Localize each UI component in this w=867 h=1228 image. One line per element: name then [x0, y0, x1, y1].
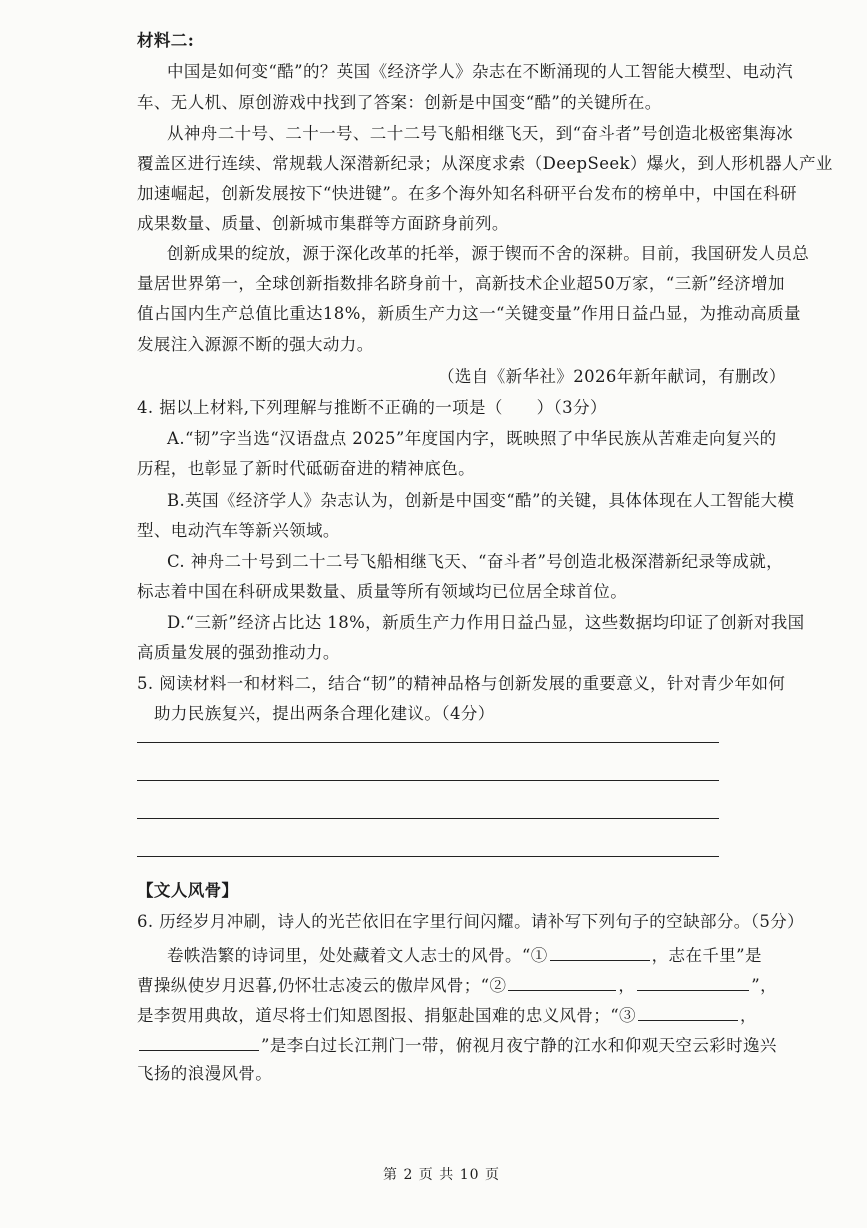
q5-answer-line-4[interactable] — [137, 856, 719, 857]
section-heading: 【文人风骨】 — [137, 881, 239, 900]
material2-p3-line4: 发展注入源源不断的强大动力。 — [137, 335, 374, 354]
q4-option-a-line1: A.“韧”字当选“汉语盘点 2025”年度国内字，既映照了中华民族从苦难走向复兴的 — [167, 429, 777, 448]
q6-line4-text-a: ”是李白过长江荆门一带，俯视月夜宁静的江水和仰观天空云彩时逸兴 — [261, 1036, 777, 1055]
q6-line2-text-b: ， — [618, 976, 636, 995]
q4-option-a-line2: 历程，也彰显了新时代砥砺奋进的精神底色。 — [137, 459, 475, 478]
q6-blank-3b[interactable] — [139, 1032, 259, 1051]
material2-p3-line2: 量居世界第一，全球创新指数排名跻身前十，高新技术企业超50万家，“三新”经济增加 — [137, 274, 785, 293]
q6-line1-text-b: ，志在千里”是 — [651, 946, 762, 965]
q6-line1 — [167, 942, 762, 967]
q6-blank-1[interactable] — [550, 942, 650, 961]
material2-source: （选自《新华社》2026年新年献词，有删改） — [438, 367, 786, 386]
q6-line2-text-a: 曹操纵使岁月迟暮,仍怀壮志凌云的傲岸风骨；“② — [137, 976, 507, 995]
q6-line5: 飞扬的浪漫风骨。 — [137, 1064, 273, 1083]
q6-line2 — [137, 972, 777, 997]
q6-blank-2a[interactable] — [508, 972, 616, 991]
q5-answer-line-2[interactable] — [137, 780, 719, 781]
q6-blank-2b[interactable] — [637, 972, 749, 991]
q5-stem-line2: 助力民族复兴，提出两条合理化建议。（4分） — [154, 704, 495, 723]
q5-stem-line1: 5. 阅读材料一和材料二，结合“韧”的精神品格与创新发展的重要意义，针对青少年如何 — [137, 674, 786, 693]
q6-line2-text-c: ”， — [751, 976, 778, 995]
q6-line3-text-a: 是李贺用典故，道尽将士们知恩图报、捐躯赴国难的忠义风骨；“③ — [137, 1006, 636, 1025]
q6-stem: 6. 历经岁月冲刷，诗人的光芒依旧在字里行间闪耀。请补写下列句子的空缺部分。（5分） — [137, 912, 805, 931]
q6-line1-text-a: 卷帙浩繁的诗词里，处处藏着文人志士的风骨。“① — [167, 946, 548, 965]
material2-p3-line1: 创新成果的绽放，源于深化改革的托举，源于锲而不舍的深耕。目前，我国研发人员总 — [167, 244, 810, 263]
q4-option-c-line1: C. 神舟二十号到二十二号飞船相继飞天、“奋斗者”号创造北极深潜新纪录等成就， — [167, 552, 783, 571]
material2-p2-line2: 覆盖区进行连续、常规载人深潜新纪录；从深度求索（DeepSeek）爆火，到人形机器人产业 — [137, 154, 833, 173]
material2-p1-line2: 车、无人机、原创游戏中找到了答案：创新是中国变“酷”的关键所在。 — [137, 93, 662, 112]
q4-option-b-line1: B.英国《经济学人》杂志认为，创新是中国变“酷”的关键，具体体现在人工智能大模 — [167, 491, 795, 510]
material2-p2-line4: 成果数量、质量、创新城市集群等方面跻身前列。 — [137, 214, 509, 233]
q6-line4 — [137, 1032, 777, 1057]
material2-heading: 材料二: — [137, 31, 195, 50]
material2-p2-line3: 加速崛起，创新发展按下“快进键”。在多个海外知名科研平台发布的榜单中，中国在科研 — [137, 184, 797, 203]
q6-line3-text-b: ， — [739, 1006, 757, 1025]
material2-p1-line1: 中国是如何变“酷”的？英国《经济学人》杂志在不断涌现的人工智能大模型、电动汽 — [167, 62, 794, 81]
q4-option-d-line2: 高质量发展的强劲推动力。 — [137, 643, 340, 662]
q6-line3 — [137, 1002, 757, 1027]
q4-option-c-line2: 标志着中国在科研成果数量、质量等所有领域均已位居全球首位。 — [137, 582, 628, 601]
q5-answer-line-1[interactable] — [137, 742, 719, 743]
q4-option-b-line2: 型、电动汽车等新兴领域。 — [137, 521, 340, 540]
page-number: 第 2 页 共 10 页 — [383, 1167, 500, 1183]
q4-option-d-line1: D.“三新”经济占比达 18%，新质生产力作用日益凸显，这些数据均印证了创新对我国 — [167, 613, 805, 632]
material2-p2-line1: 从神舟二十号、二十一号、二十二号飞船相继飞天，到“奋斗者”号创造北极密集海冰 — [167, 124, 794, 143]
q4-stem: 4. 据以上材料,下列理解与推断不正确的一项是（ ）（3分） — [137, 398, 607, 417]
q6-blank-3a[interactable] — [638, 1002, 738, 1021]
material2-p3-line3: 值占国内生产总值比重达18%，新质生产力这一“关键变量”作用日益凸显，为推动高质量 — [137, 304, 801, 323]
q5-answer-line-3[interactable] — [137, 818, 719, 819]
